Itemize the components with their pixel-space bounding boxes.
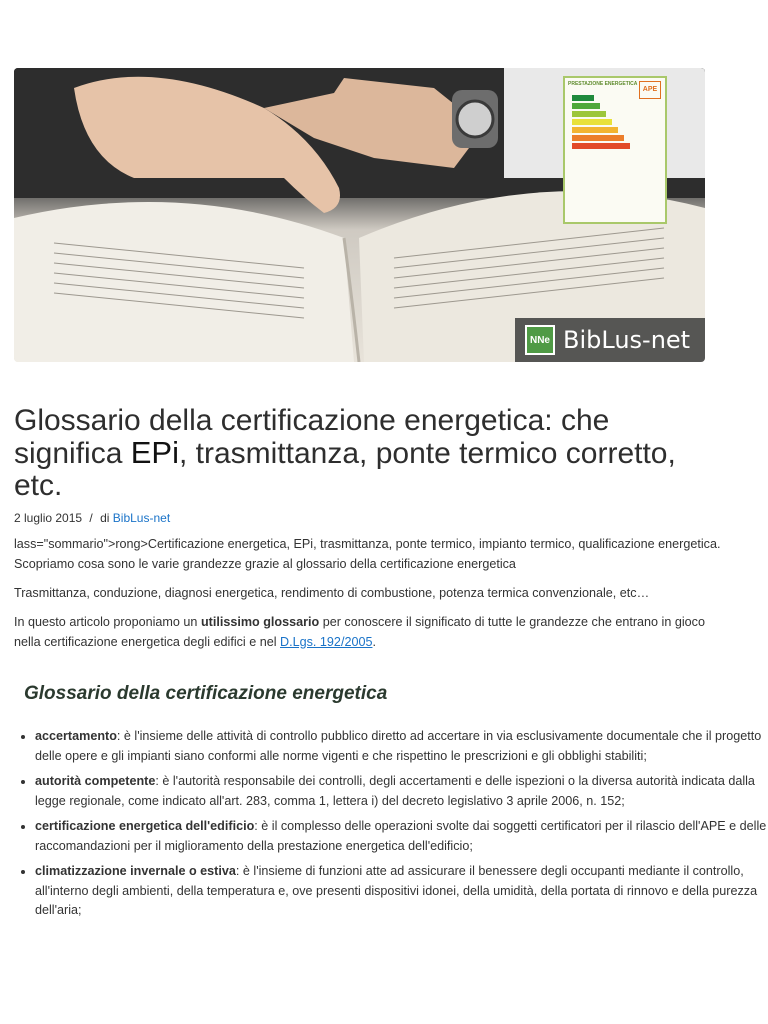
glossary-definition: : è il complesso delle operazioni svolte dai soggetti certificatori per il rilascio dell'APE e delle raccomandazioni per il miglioramento della prestazione energetica dell'edificio; — [35, 819, 767, 853]
glossary-item — [35, 817, 768, 856]
glossary-item — [35, 772, 768, 811]
article-summary: lass="sommario">rong>Certificazione energetica, EPi, trasmittanza, ponte termico, impianto termico, qualificazione energetica. Scopriamo cosa sono le varie grandezze grazie al glossario della certificazione energetica — [14, 537, 721, 571]
glossary-term: climatizzazione invernale o estiva — [35, 864, 236, 878]
energy-certificate-heading: PRESTAZIONE ENERGETICA — [568, 81, 638, 87]
title-highlight: EPi — [130, 435, 179, 470]
article-title — [14, 405, 714, 502]
energy-class-bar — [572, 95, 594, 101]
author-link[interactable]: BibLus-net — [112, 511, 171, 525]
biblus-brand-name: BibLus-net — [563, 326, 691, 354]
biblus-watermark — [515, 318, 705, 362]
hero-image — [14, 68, 705, 362]
article-meta — [14, 511, 170, 525]
biblus-logo-icon: NNe — [525, 325, 555, 355]
energy-class-bar — [572, 111, 606, 117]
energy-class-bar — [572, 135, 624, 141]
energy-class-bar — [572, 143, 630, 149]
glossary-definition: : è l'insieme delle attività di controllo pubblico diretto ad accertare in via esclusivamente documentale che il progetto delle opere e gli impianti siano conformi alle norme vigenti e che rispettino le prescrizioni e gli obblighi stabiliti; — [35, 729, 762, 763]
title-part-2: , trasmittanza, ponte termico corretto, etc. — [14, 437, 676, 502]
energy-class-bar — [572, 103, 600, 109]
glossary-item — [35, 727, 768, 766]
dlgs-link[interactable]: D.Lgs. 192/2005 — [280, 634, 373, 649]
glossary-definition: : è l'autorità responsabile dei controlli, degli accertamenti e delle ispezioni o la diversa autorità indicata dalla legge regionale, come indicato all'art. 283, comma 1, lettera i) del decreto legislativo 3 aprile 2006, n. 152; — [35, 774, 755, 808]
body-text-1: In questo articolo proponiamo un — [14, 615, 201, 629]
body-bold-text: utilissimo glossario — [200, 615, 320, 629]
glossary-definition: : è l'insieme di funzioni atte ad assicurare il benessere degli occupanti mediante il controllo, all'interno degli ambienti, della temperatura e, ove presenti dispositivi idonei, della umidità, della portata di rinnovo e della purezza dell'aria; — [35, 864, 758, 917]
energy-class-bars — [568, 95, 662, 149]
section-heading: Glossario della certificazione energetica — [24, 683, 388, 704]
article-body — [14, 613, 734, 652]
glossary-term: certificazione energetica dell'edificio — [35, 819, 255, 833]
publish-date: 2 luglio 2015 — [14, 511, 83, 525]
body-text-2: per conoscere il significato di tutte le grandezze che entrano in gioco nella certificazione energetica degli edifici e nel — [14, 615, 705, 649]
energy-certificate-card — [563, 76, 667, 224]
glossary-list — [14, 727, 768, 927]
title-part-1: Glossario della certificazione energetica: che significa — [14, 404, 610, 470]
energy-class-bar — [572, 119, 612, 125]
article-intro: Trasmittanza, conduzione, diagnosi energetica, rendimento di combustione, potenza termica convenzionale, etc… — [14, 586, 650, 600]
glossary-item — [35, 862, 768, 921]
energy-class-bar — [572, 127, 618, 133]
by-label: di — [100, 511, 110, 525]
ape-badge: APE — [639, 81, 661, 99]
body-text-end: . — [372, 634, 376, 649]
glossary-term: autorità competente — [35, 774, 156, 788]
meta-separator: / — [89, 511, 93, 525]
glossary-term: accertamento — [35, 729, 117, 743]
